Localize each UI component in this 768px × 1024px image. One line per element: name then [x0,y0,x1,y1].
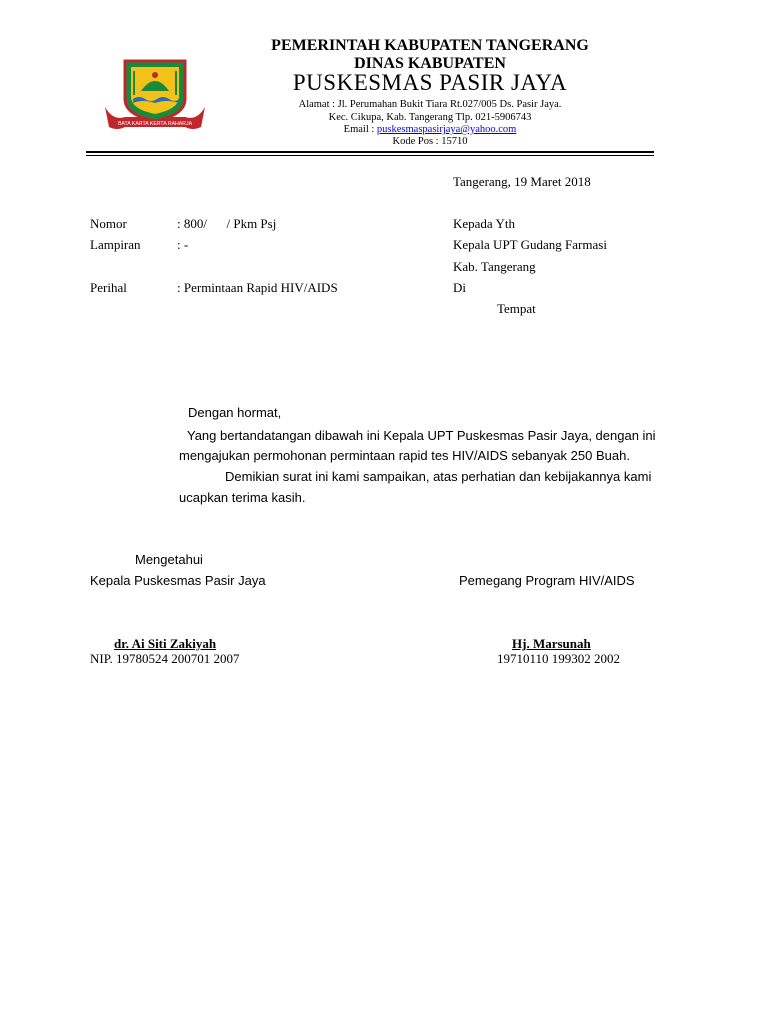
letterhead-institution: PUSKESMAS PASIR JAYA [292,70,568,95]
recipient-title: Kepala UPT Gudang Farmasi [453,237,607,252]
letterhead-postal-code: Kode Pos : 15710 [392,136,468,147]
recipient-place: Tempat [497,301,536,316]
recipient-region: Kab. Tangerang [453,259,536,274]
greeting: Dengan hormat, [188,405,282,420]
recipient-di: Di [453,280,466,295]
nomor-value: : 800/ / Pkm Psj [177,216,277,231]
letterhead-department: DINAS KABUPATEN [354,55,506,72]
letterhead-divider-thick [86,151,654,153]
letter-date: Tangerang, 19 Maret 2018 [453,174,591,189]
paragraph2-line1: Demikian surat ini kami sampaikan, atas perhatian dan kebijakannya kami [225,469,652,484]
lampiran-value: : - [177,237,189,252]
nomor-label: Nomor [90,216,127,231]
right-caption-title: Pemegang Program HIV/AIDS [459,573,635,588]
lampiran-label: Lampiran [90,237,141,252]
letterhead-divider-thin [86,155,654,156]
perihal-value: : Permintaan Rapid HIV/AIDS [177,280,338,295]
letterhead-email-line [180,124,680,135]
paragraph2-line2: ucapkan terima kasih. [179,490,306,505]
email-label: Email : [343,124,377,135]
left-signatory-name: dr. Ai Siti Zakiyah [114,636,217,651]
recipient-salutation: Kepada Yth [453,216,515,231]
svg-text:BATA KARTA KERTA RAHARJA: BATA KARTA KERTA RAHARJA [117,121,193,127]
left-signatory-nip: NIP. 19780524 200701 2007 [90,651,240,666]
letterhead-address-line2: Kec. Cikupa, Kab. Tangerang Tlp. 021-5906743 [328,112,532,123]
perihal-label: Perihal [90,280,127,295]
paragraph1-line1: Yang bertandatangan dibawah ini Kepala UPT Puskesmas Pasir Jaya, dengan ini [187,428,656,443]
right-signatory-name: Hj. Marsunah [512,636,591,651]
letterhead-government: PEMERINTAH KABUPATEN TANGERANG [271,37,589,54]
left-caption-knowing: Mengetahui [135,552,203,567]
letterhead-address-line1: Alamat : Jl. Perumahan Bukit Tiara Rt.027/005 Ds. Pasir Jaya. [298,99,562,110]
right-signatory-nip: 19710110 199302 2002 [497,651,621,666]
email-link[interactable]: puskesmaspasirjaya@yahoo.com [376,124,517,135]
left-caption-title: Kepala Puskesmas Pasir Jaya [90,573,266,588]
paragraph1-line2: mengajukan permohonan permintaan rapid tes HIV/AIDS sebanyak 250 Buah. [179,448,630,463]
